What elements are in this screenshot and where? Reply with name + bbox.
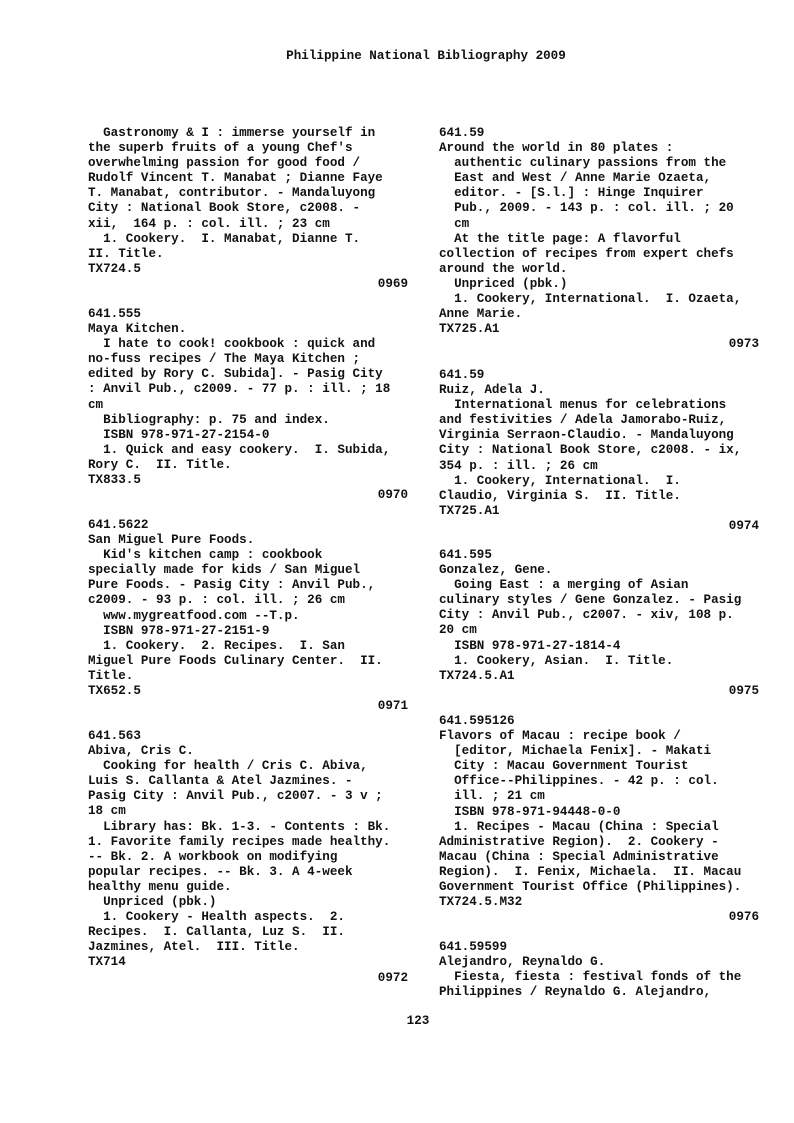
entry-heading-line: 641.59 <box>439 126 485 140</box>
entry-line: At the title page: A flavorful <box>439 231 681 246</box>
entry-line: Philippines / Reynaldo G. Alejandro, <box>439 985 712 1000</box>
entry-line: overwhelming passion for good food / <box>88 156 361 171</box>
entry-line: 1. Favorite family recipes made healthy. <box>88 834 391 849</box>
entry-number: 0976 <box>728 910 759 925</box>
entry-line: cm <box>88 397 104 412</box>
entry-line: popular recipes. -- Bk. 3. A 4-week <box>88 864 353 879</box>
entry-line: TX652.5 <box>88 684 141 699</box>
entry-line: Virginia Serraon-Claudio. - Mandaluyong <box>439 428 734 443</box>
bibliographic-entry <box>439 714 759 925</box>
entry-line: Fiesta, fiesta : festival fonds of the <box>439 970 742 985</box>
entry-number: 0975 <box>728 683 759 698</box>
entry-heading-line: 641.59 <box>439 368 485 382</box>
entry-line: TX833.5 <box>88 473 141 488</box>
entry-line: Pub., 2009. - 143 p. : col. ill. ; 20 <box>439 201 734 216</box>
bibliographic-entry <box>88 307 408 503</box>
entry-line: 18 cm <box>88 804 126 819</box>
entry-line: Going East : a merging of Asian <box>439 578 689 593</box>
entry-line: xii, 164 p. : col. ill. ; 23 cm <box>88 216 330 231</box>
bibliographic-entry <box>88 729 408 986</box>
entry-line: City : National Book Store, c2008. - <box>88 201 361 216</box>
entry-line: 1. Cookery - Health aspects. 2. <box>88 910 345 925</box>
bibliographic-entry <box>439 548 759 699</box>
entry-heading-line: 641.59599 <box>439 940 508 954</box>
entry-heading-line: Gastronomy & I : immerse yourself in <box>88 126 376 140</box>
entry-line: San Miguel Pure Foods. <box>88 533 255 548</box>
entry-line: 1. Cookery. 2. Recipes. I. San <box>88 638 345 653</box>
entry-line: Library has: Bk. 1-3. - Contents : Bk. <box>88 819 391 834</box>
entry-line: ISBN 978-971-27-1814-4 <box>439 638 621 653</box>
entry-line: 1. Quick and easy cookery. I. Subida, <box>88 442 391 457</box>
entry-line: authentic culinary passions from the <box>439 156 727 171</box>
entry-line: International menus for celebrations <box>439 398 727 413</box>
entry-line: Gonzalez, Gene. <box>439 563 553 578</box>
entry-line: Abiva, Cris C. <box>88 744 194 759</box>
entry-line: Pure Foods. - Pasig City : Anvil Pub., <box>88 578 376 593</box>
entry-line: Region). I. Fenix, Michaela. II. Macau <box>439 864 742 879</box>
entry-line: no-fuss recipes / The Maya Kitchen ; <box>88 352 361 367</box>
entry-line: Miguel Pure Foods Culinary Center. II. <box>88 653 383 668</box>
entry-line: collection of recipes from expert chefs <box>439 246 734 261</box>
entry-line: II. Title. <box>88 246 164 261</box>
entry-line: Pasig City : Anvil Pub., c2007. - 3 v ; <box>88 789 383 804</box>
entry-line: TX725.A1 <box>439 322 500 337</box>
entry-line: TX725.A1 <box>439 503 500 518</box>
entry-line: editor. - [S.l.] : Hinge Inquirer <box>439 186 704 201</box>
page-number <box>0 1014 794 1029</box>
entry-line: : Anvil Pub., c2009. - 77 p. : ill. ; 18 <box>88 382 391 397</box>
entry-heading-line: 641.595 <box>439 548 492 562</box>
entry-line: www.mygreatfood.com --T.p. <box>88 608 300 623</box>
entry-heading-line: 641.595126 <box>439 714 515 728</box>
entry-number: 0972 <box>377 970 408 985</box>
entry-line: 1. Cookery. I. Manabat, Dianne T. <box>88 231 361 246</box>
entry-line: culinary styles / Gene Gonzalez. - Pasig <box>439 593 742 608</box>
entry-line: TX724.5.A1 <box>439 668 515 683</box>
entry-line: edited by Rory C. Subida]. - Pasig City <box>88 367 383 382</box>
entry-line: Rudolf Vincent T. Manabat ; Dianne Faye <box>88 171 383 186</box>
entry-heading-line: 641.563 <box>88 729 141 743</box>
entry-line: 20 cm <box>439 623 477 638</box>
running-header-title: Philippine National Bibliography 2009 <box>286 49 566 63</box>
entry-line: City : Macau Government Tourist <box>439 759 689 774</box>
entry-line: [editor, Michaela Fenix]. - Makati <box>439 744 712 759</box>
entry-line: 1. Recipes - Macau (China : Special <box>439 819 719 834</box>
entry-line: Flavors of Macau : recipe book / <box>439 729 681 744</box>
entry-line: TX724.5 <box>88 261 141 276</box>
entry-line: Bibliography: p. 75 and index. <box>88 412 330 427</box>
entry-line: specially made for kids / San Miguel <box>88 563 361 578</box>
entry-heading-line: 641.555 <box>88 307 141 321</box>
entry-line: 1. Cookery, International. I. Ozaeta, <box>439 292 742 307</box>
entry-number: 0971 <box>377 699 408 714</box>
entry-line: TX724.5.M32 <box>439 895 523 910</box>
entry-line: TX714 <box>88 955 126 970</box>
entry-number: 0973 <box>728 337 759 352</box>
entry-number: 0970 <box>377 488 408 503</box>
entry-line: c2009. - 93 p. : col. ill. ; 26 cm <box>88 593 345 608</box>
entry-line: Claudio, Virginia S. II. Title. <box>439 488 681 503</box>
entry-line: Alejandro, Reynaldo G. <box>439 955 606 970</box>
entry-line: Rory C. II. Title. <box>88 457 232 472</box>
entry-line: I hate to cook! cookbook : quick and <box>88 337 376 352</box>
entry-line: Cooking for health / Cris C. Abiva, <box>88 759 368 774</box>
entry-heading-line: 641.5622 <box>88 518 149 532</box>
entry-line: Unpriced (pbk.) <box>88 895 217 910</box>
entry-line: Government Tourist Office (Philippines). <box>439 880 742 895</box>
entry-line: around the world. <box>439 261 568 276</box>
entry-line: Anne Marie. <box>439 307 523 322</box>
entry-line: Ruiz, Adela J. <box>439 383 545 398</box>
bibliographic-entry <box>88 518 408 714</box>
entry-line: Macau (China : Special Administrative <box>439 849 719 864</box>
entry-number: 0969 <box>377 276 408 291</box>
entry-line: Around the world in 80 plates : <box>439 141 674 156</box>
entry-line: ill. ; 21 cm <box>439 789 545 804</box>
entry-line: the superb fruits of a young Chef's <box>88 141 353 156</box>
running-header <box>0 49 794 64</box>
entry-line: T. Manabat, contributor. - Mandaluyong <box>88 186 376 201</box>
entry-line: -- Bk. 2. A workbook on modifying <box>88 849 338 864</box>
entry-line: Jazmines, Atel. III. Title. <box>88 940 300 955</box>
entry-line: 1. Cookery, International. I. <box>439 473 681 488</box>
bibliographic-entry <box>88 126 408 292</box>
entry-line: Kid's kitchen camp : cookbook <box>88 548 323 563</box>
entry-line: and festivities / Adela Jamorabo-Ruiz, <box>439 413 727 428</box>
bibliographic-entry <box>439 126 759 352</box>
entry-line: ISBN 978-971-27-2154-0 <box>88 427 270 442</box>
entry-line: City : National Book Store, c2008. - ix, <box>439 443 742 458</box>
entry-line: ISBN 978-971-27-2151-9 <box>88 623 270 638</box>
entry-line: cm <box>439 216 470 231</box>
entry-line: Recipes. I. Callanta, Luz S. II. <box>88 925 345 940</box>
entry-line: 354 p. : ill. ; 26 cm <box>439 458 598 473</box>
entry-line: healthy menu guide. <box>88 879 232 894</box>
entry-line: Title. <box>88 668 134 683</box>
bibliographic-entry <box>439 368 759 534</box>
entry-line: Office--Philippines. - 42 p. : col. <box>439 774 719 789</box>
entry-line: Maya Kitchen. <box>88 322 187 337</box>
entry-line: Luis S. Callanta & Atel Jazmines. - <box>88 774 353 789</box>
page-number-text: 123 <box>406 1014 430 1028</box>
entry-line: Administrative Region). 2. Cookery - <box>439 834 719 849</box>
entry-line: 1. Cookery, Asian. I. Title. <box>439 653 674 668</box>
entry-line: East and West / Anne Marie Ozaeta, <box>439 171 712 186</box>
entry-line: City : Anvil Pub., c2007. - xiv, 108 p. <box>439 608 734 623</box>
entry-line: ISBN 978-971-94448-0-0 <box>439 804 621 819</box>
entry-number: 0974 <box>728 518 759 533</box>
bibliographic-entry <box>439 940 759 1000</box>
entry-line: Unpriced (pbk.) <box>439 276 568 291</box>
